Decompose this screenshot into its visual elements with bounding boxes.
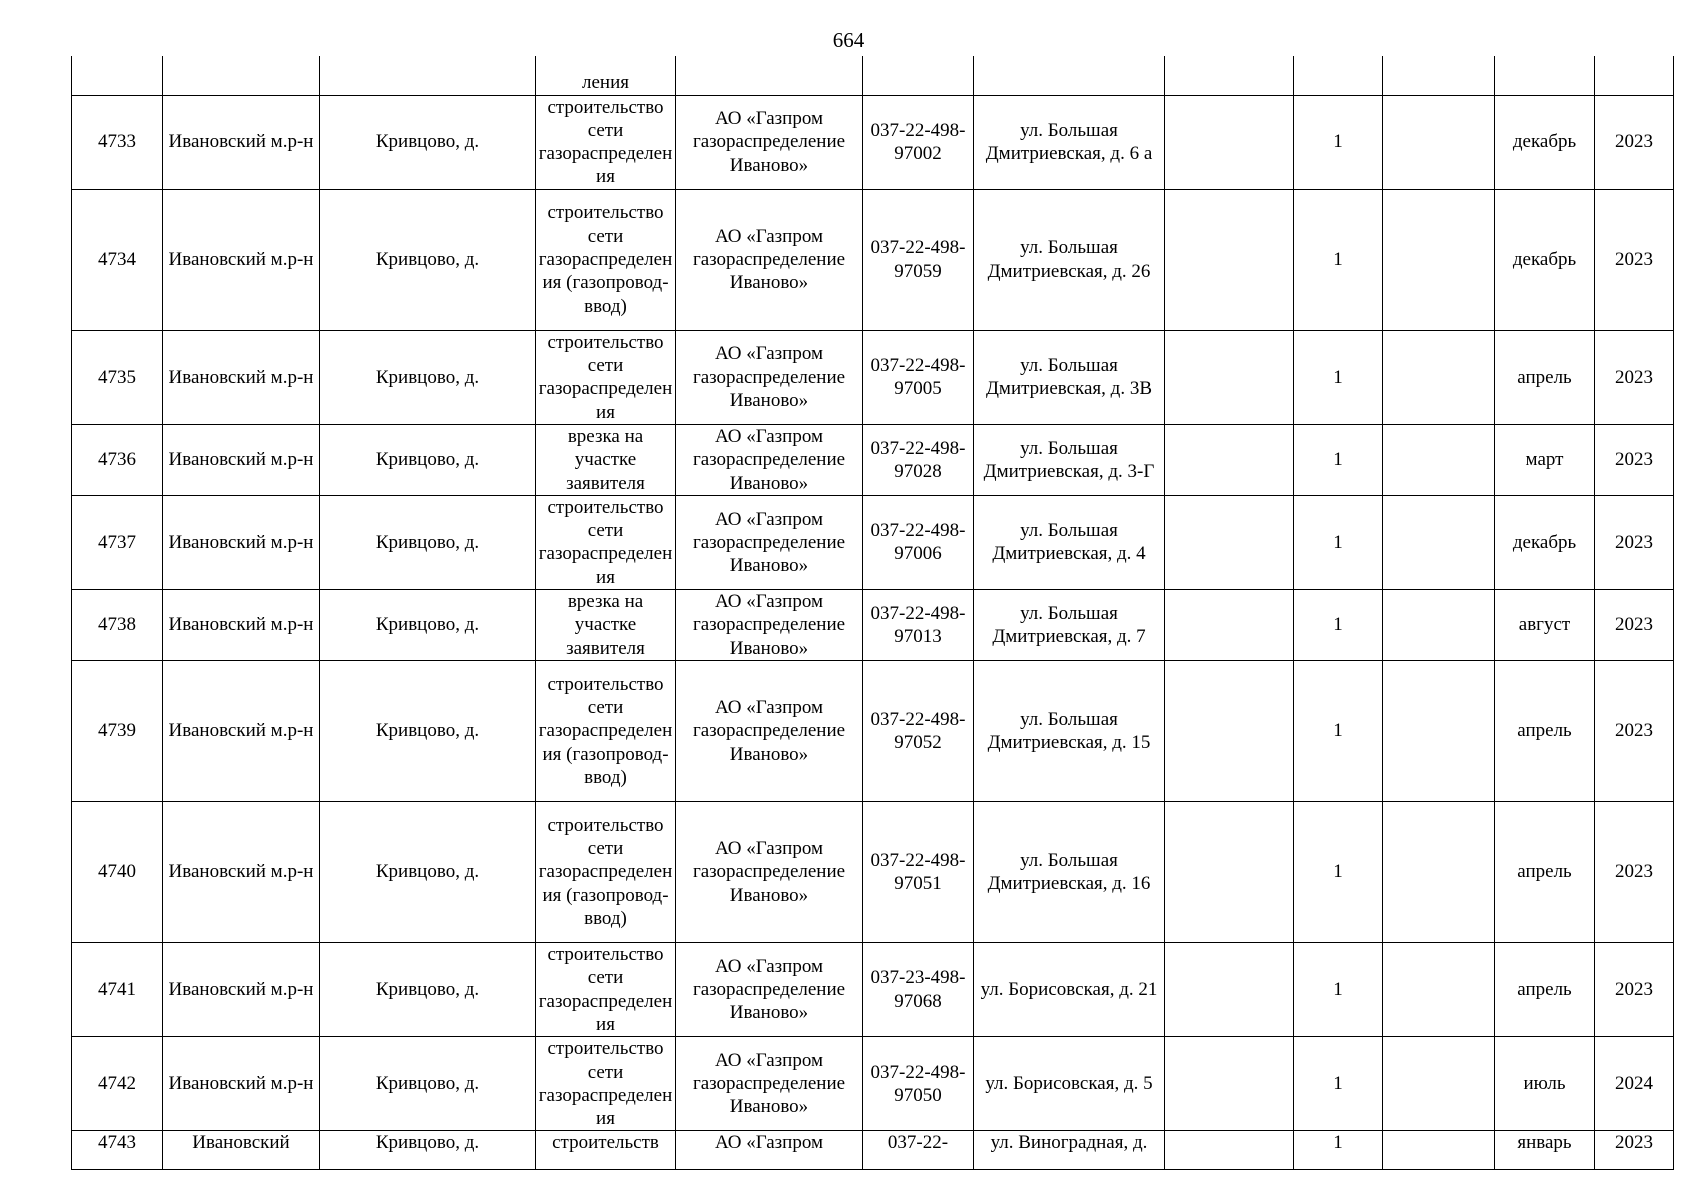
cell-year: 2023 (1595, 1131, 1674, 1170)
cell-code: 037-23-498-97068 (863, 943, 974, 1037)
cell-district: Ивановский м.р-н (163, 189, 320, 330)
cell-code (863, 56, 974, 95)
cell-empty (1383, 802, 1495, 943)
cell-district: Ивановский м.р-н (163, 943, 320, 1037)
cell-month: апрель (1495, 943, 1595, 1037)
table-row (72, 802, 1674, 943)
cell-address: ул. Большая Дмитриевская, д. 7 (974, 590, 1165, 661)
cell-code: 037-22-498-97013 (863, 590, 974, 661)
cell-locality: Кривцово, д. (320, 424, 536, 495)
cell-code: 037-22-498-97052 (863, 661, 974, 802)
table-body (72, 56, 1674, 1170)
cell-qty: 1 (1294, 330, 1383, 424)
cell-num: 4734 (72, 189, 163, 330)
cell-org: АО «Газпром газораспределение Иваново» (676, 189, 863, 330)
cell-locality: Кривцово, д. (320, 661, 536, 802)
table-row (72, 424, 1674, 495)
cell-code: 037-22-498-97005 (863, 330, 974, 424)
cell-qty: 1 (1294, 95, 1383, 189)
cell-address: ул. Большая Дмитриевская, д. 3В (974, 330, 1165, 424)
cell-year: 2023 (1595, 802, 1674, 943)
cell-org: АО «Газпром газораспределение Иваново» (676, 661, 863, 802)
cell-code: 037-22- (863, 1131, 974, 1170)
page-number: 664 (832, 28, 865, 52)
cell-org (676, 56, 863, 95)
cell-empty (1165, 189, 1294, 330)
cell-empty (1165, 1131, 1294, 1170)
cell-num: 4736 (72, 424, 163, 495)
cell-org: АО «Газпром газораспределение Иваново» (676, 802, 863, 943)
cell-code: 037-22-498-97051 (863, 802, 974, 943)
cell-district: Ивановский м.р-н (163, 590, 320, 661)
cell-year: 2023 (1595, 424, 1674, 495)
cell-num: 4733 (72, 95, 163, 189)
cell-address (974, 56, 1165, 95)
cell-empty (1383, 661, 1495, 802)
cell-year: 2024 (1595, 1037, 1674, 1131)
cell-num: 4742 (72, 1037, 163, 1131)
cell-num: 4740 (72, 802, 163, 943)
cell-qty: 1 (1294, 802, 1383, 943)
cell-empty (1383, 95, 1495, 189)
cell-district: Ивановский м.р-н (163, 802, 320, 943)
cell-qty: 1 (1294, 189, 1383, 330)
cell-locality: Кривцово, д. (320, 330, 536, 424)
cell-num: 4738 (72, 590, 163, 661)
cell-year: 2023 (1595, 95, 1674, 189)
cell-code: 037-22-498-97059 (863, 189, 974, 330)
cell-address: ул. Большая Дмитриевская, д. 15 (974, 661, 1165, 802)
table-row (72, 590, 1674, 661)
cell-year: 2023 (1595, 590, 1674, 661)
cell-district: Ивановский (163, 1131, 320, 1170)
cell-empty (1383, 1131, 1495, 1170)
cell-org: АО «Газпром (676, 1131, 863, 1170)
cell-locality: Кривцово, д. (320, 495, 536, 589)
cell-locality: Кривцово, д. (320, 590, 536, 661)
cell-empty (1383, 56, 1495, 95)
cell-locality: Кривцово, д. (320, 189, 536, 330)
cell-org: АО «Газпром газораспределение Иваново» (676, 590, 863, 661)
register-table (71, 56, 1674, 1170)
cell-empty (1165, 590, 1294, 661)
cell-month: апрель (1495, 330, 1595, 424)
cell-address: ул. Большая Дмитриевская, д. 4 (974, 495, 1165, 589)
cell-district (163, 56, 320, 95)
cell-month (1495, 56, 1595, 95)
cell-qty: 1 (1294, 1131, 1383, 1170)
cell-month: декабрь (1495, 189, 1595, 330)
cell-district: Ивановский м.р-н (163, 661, 320, 802)
cell-work-type: ления (536, 56, 676, 95)
cell-month: январь (1495, 1131, 1595, 1170)
cell-empty (1165, 495, 1294, 589)
cell-month: август (1495, 590, 1595, 661)
cell-code: 037-22-498-97006 (863, 495, 974, 589)
cell-num: 4739 (72, 661, 163, 802)
cell-code: 037-22-498-97002 (863, 95, 974, 189)
cell-empty (1165, 661, 1294, 802)
cell-empty (1165, 802, 1294, 943)
table-row (72, 189, 1674, 330)
cell-year: 2023 (1595, 330, 1674, 424)
cell-month: декабрь (1495, 95, 1595, 189)
cell-qty: 1 (1294, 1037, 1383, 1131)
table-row (72, 495, 1674, 589)
cell-month: июль (1495, 1037, 1595, 1131)
cell-year: 2023 (1595, 661, 1674, 802)
cell-district: Ивановский м.р-н (163, 1037, 320, 1131)
cell-empty (1383, 330, 1495, 424)
table-row (72, 95, 1674, 189)
cell-num: 4743 (72, 1131, 163, 1170)
cell-org: АО «Газпром газораспределение Иваново» (676, 424, 863, 495)
table-row (72, 330, 1674, 424)
cell-work-type: врезка на участке заявителя (536, 590, 676, 661)
cell-empty (1165, 943, 1294, 1037)
cell-code: 037-22-498-97050 (863, 1037, 974, 1131)
cell-address: ул. Большая Дмитриевская, д. 26 (974, 189, 1165, 330)
cell-locality: Кривцово, д. (320, 1131, 536, 1170)
cell-work-type: строительство сети газораспределения (536, 330, 676, 424)
continuation-row (72, 56, 1674, 95)
table-row (72, 1037, 1674, 1131)
cell-work-type: строительство сети газораспределения (536, 495, 676, 589)
cell-address: ул. Борисовская, д. 5 (974, 1037, 1165, 1131)
cell-empty (1383, 590, 1495, 661)
cell-year: 2023 (1595, 943, 1674, 1037)
cell-qty: 1 (1294, 424, 1383, 495)
cell-num (72, 56, 163, 95)
cell-year: 2023 (1595, 495, 1674, 589)
cell-empty (1383, 1037, 1495, 1131)
cell-locality: Кривцово, д. (320, 1037, 536, 1131)
cell-district: Ивановский м.р-н (163, 95, 320, 189)
cell-year (1595, 56, 1674, 95)
cell-month: март (1495, 424, 1595, 495)
cell-work-type: строительство сети газораспределения (газопровод-ввод) (536, 661, 676, 802)
cell-address: ул. Борисовская, д. 21 (974, 943, 1165, 1037)
cell-work-type: строительство сети газораспределения (газопровод-ввод) (536, 802, 676, 943)
cell-locality: Кривцово, д. (320, 95, 536, 189)
cell-num: 4735 (72, 330, 163, 424)
cell-empty (1383, 189, 1495, 330)
cell-empty (1165, 424, 1294, 495)
table-row (72, 943, 1674, 1037)
cell-address: ул. Большая Дмитриевская, д. 3-Г (974, 424, 1165, 495)
cell-qty: 1 (1294, 590, 1383, 661)
cell-empty (1165, 330, 1294, 424)
cell-org: АО «Газпром газораспределение Иваново» (676, 495, 863, 589)
cell-org: АО «Газпром газораспределение Иваново» (676, 1037, 863, 1131)
cell-num: 4741 (72, 943, 163, 1037)
cell-district: Ивановский м.р-н (163, 495, 320, 589)
cell-code: 037-22-498-97028 (863, 424, 974, 495)
cell-month: декабрь (1495, 495, 1595, 589)
table-row (72, 661, 1674, 802)
cell-locality: Кривцово, д. (320, 943, 536, 1037)
cell-address: ул. Виноградная, д. (974, 1131, 1165, 1170)
cell-num: 4737 (72, 495, 163, 589)
cell-qty: 1 (1294, 495, 1383, 589)
cell-address: ул. Большая Дмитриевская, д. 16 (974, 802, 1165, 943)
cell-month: апрель (1495, 802, 1595, 943)
cell-district: Ивановский м.р-н (163, 330, 320, 424)
cell-org: АО «Газпром газораспределение Иваново» (676, 943, 863, 1037)
cell-qty: 1 (1294, 661, 1383, 802)
cell-empty (1165, 95, 1294, 189)
cell-address: ул. Большая Дмитриевская, д. 6 а (974, 95, 1165, 189)
cell-work-type: строительство сети газораспределения (536, 1037, 676, 1131)
cell-empty (1165, 1037, 1294, 1131)
cell-work-type: строительство сети газораспределения (газопровод-ввод) (536, 189, 676, 330)
cell-org: АО «Газпром газораспределение Иваново» (676, 95, 863, 189)
cell-empty (1383, 943, 1495, 1037)
cell-month: апрель (1495, 661, 1595, 802)
cell-locality: Кривцово, д. (320, 802, 536, 943)
cell-work-type: врезка на участке заявителя (536, 424, 676, 495)
cell-locality (320, 56, 536, 95)
cell-empty (1383, 495, 1495, 589)
cell-qty (1294, 56, 1383, 95)
cell-work-type: строительств (536, 1131, 676, 1170)
cell-qty: 1 (1294, 943, 1383, 1037)
cell-district: Ивановский м.р-н (163, 424, 320, 495)
cell-work-type: строительство сети газораспределения (536, 95, 676, 189)
cell-empty (1383, 424, 1495, 495)
cell-empty (1165, 56, 1294, 95)
table-row (72, 1131, 1674, 1170)
cell-year: 2023 (1595, 189, 1674, 330)
cell-work-type: строительство сети газораспределения (536, 943, 676, 1037)
cell-org: АО «Газпром газораспределение Иваново» (676, 330, 863, 424)
